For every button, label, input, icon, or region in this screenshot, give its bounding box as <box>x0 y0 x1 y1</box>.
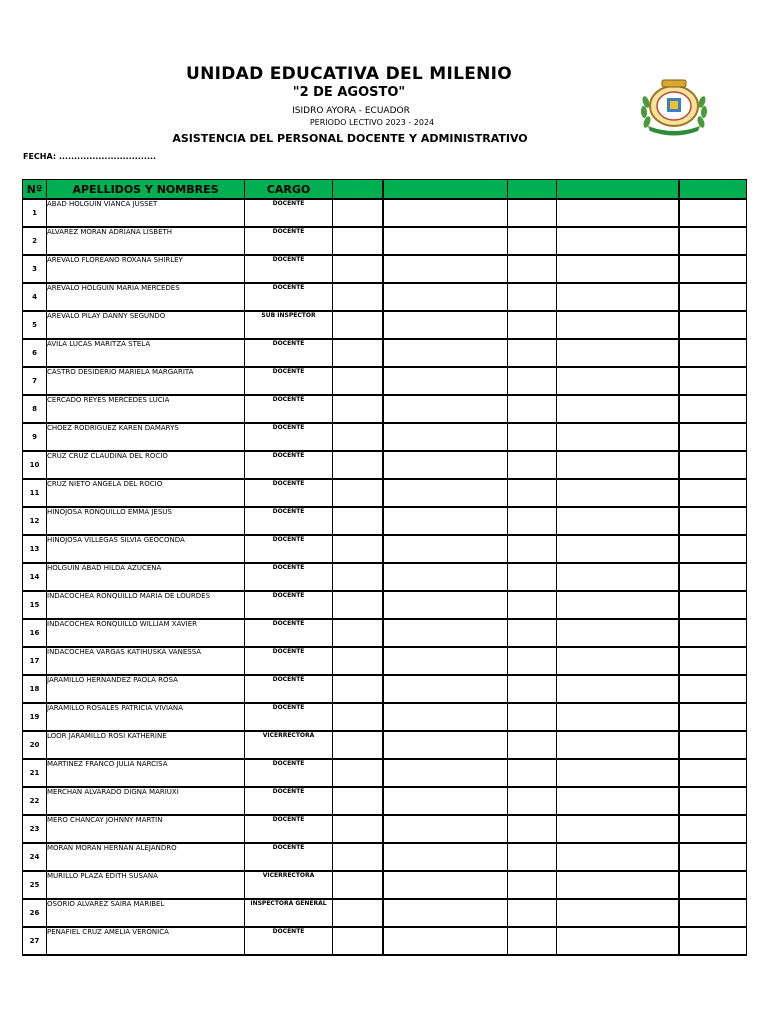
staff-name: LOOR JARAMILLO ROSI KATHERINE <box>47 731 245 759</box>
school-crest-logo <box>636 74 712 136</box>
staff-cargo: SUB INSPECTOR <box>245 311 333 339</box>
staff-name: MARTINEZ FRANCO JULIA NARCISA <box>47 759 245 787</box>
staff-name: MERO CHANCAY JOHNNY MARTIN <box>47 815 245 843</box>
attendance-cell[interactable] <box>333 227 383 255</box>
attendance-cell[interactable] <box>508 843 557 871</box>
staff-name: MERCHAN ALVARADO DIGNA MARIUXI <box>47 787 245 815</box>
attendance-cell[interactable] <box>508 199 557 227</box>
attendance-cell[interactable] <box>557 227 679 255</box>
attendance-cell[interactable] <box>679 815 747 843</box>
attendance-cell[interactable] <box>383 339 508 367</box>
row-number: 15 <box>23 591 47 619</box>
staff-cargo: DOCENTE <box>245 283 333 311</box>
staff-name: HINOJOSA VILLEGAS SILVIA GEOCONDA <box>47 535 245 563</box>
attendance-cell[interactable] <box>508 367 557 395</box>
attendance-cell[interactable] <box>679 899 747 927</box>
table-row <box>23 703 747 731</box>
staff-name: ALVAREZ MORAN ADRIANA LISBETH <box>47 227 245 255</box>
staff-name: MORAN MORAN HERNAN ALEJANDRO <box>47 843 245 871</box>
staff-name: AREVALO PILAY DANNY SEGUNDO <box>47 311 245 339</box>
attendance-cell[interactable] <box>333 871 383 899</box>
table-row <box>23 787 747 815</box>
attendance-cell[interactable] <box>557 675 679 703</box>
attendance-cell[interactable] <box>679 339 747 367</box>
attendance-cell[interactable] <box>383 479 508 507</box>
attendance-cell[interactable] <box>383 395 508 423</box>
staff-name: CRUZ NIETO ANGELA DEL ROCIO <box>47 479 245 507</box>
table-row <box>23 451 747 479</box>
attendance-cell[interactable] <box>333 619 383 647</box>
table-row <box>23 675 747 703</box>
attendance-cell[interactable] <box>333 591 383 619</box>
attendance-cell[interactable] <box>508 283 557 311</box>
attendance-cell[interactable] <box>557 619 679 647</box>
school-location: ISIDRO AYORA - ECUADOR <box>292 106 410 116</box>
table-row <box>23 563 747 591</box>
attendance-cell[interactable] <box>383 283 508 311</box>
attendance-cell[interactable] <box>557 283 679 311</box>
row-number: 22 <box>23 787 47 815</box>
row-number: 21 <box>23 759 47 787</box>
attendance-cell[interactable] <box>333 899 383 927</box>
table-row <box>23 283 747 311</box>
attendance-cell[interactable] <box>333 367 383 395</box>
attendance-cell[interactable] <box>383 675 508 703</box>
attendance-cell[interactable] <box>679 759 747 787</box>
staff-cargo: DOCENTE <box>245 759 333 787</box>
attendance-cell[interactable] <box>383 367 508 395</box>
staff-cargo: DOCENTE <box>245 675 333 703</box>
attendance-cell[interactable] <box>383 871 508 899</box>
staff-cargo: DOCENTE <box>245 927 333 955</box>
staff-name: MURILLO PLAZA EDITH SUSANA <box>47 871 245 899</box>
staff-name: ABAD HOLGUIN VIANCA JUSSET <box>47 199 245 227</box>
attendance-cell[interactable] <box>383 199 508 227</box>
attendance-cell[interactable] <box>557 871 679 899</box>
attendance-cell[interactable] <box>508 787 557 815</box>
attendance-cell[interactable] <box>557 591 679 619</box>
column-header-blank <box>557 180 679 200</box>
staff-cargo: DOCENTE <box>245 563 333 591</box>
attendance-cell[interactable] <box>557 395 679 423</box>
attendance-cell[interactable] <box>383 647 508 675</box>
table-row <box>23 423 747 451</box>
school-title: UNIDAD EDUCATIVA DEL MILENIO <box>185 64 513 84</box>
row-number: 2 <box>23 227 47 255</box>
attendance-cell[interactable] <box>508 255 557 283</box>
row-number: 16 <box>23 619 47 647</box>
attendance-cell[interactable] <box>557 647 679 675</box>
attendance-cell[interactable] <box>383 787 508 815</box>
attendance-cell[interactable] <box>508 871 557 899</box>
attendance-cell[interactable] <box>508 395 557 423</box>
table-row <box>23 759 747 787</box>
attendance-cell[interactable] <box>333 563 383 591</box>
row-number: 19 <box>23 703 47 731</box>
attendance-cell[interactable] <box>557 451 679 479</box>
attendance-cell[interactable] <box>508 731 557 759</box>
row-number: 8 <box>23 395 47 423</box>
attendance-cell[interactable] <box>383 423 508 451</box>
row-number: 13 <box>23 535 47 563</box>
column-header-blank <box>679 180 747 200</box>
attendance-cell[interactable] <box>679 311 747 339</box>
staff-name: PEÑAFIEL CRUZ AMELIA VERONICA <box>47 927 245 955</box>
table-row <box>23 479 747 507</box>
staff-name: AREVALO FLOREANO ROXANA SHIRLEY <box>47 255 245 283</box>
attendance-cell[interactable] <box>679 535 747 563</box>
attendance-cell[interactable] <box>557 787 679 815</box>
attendance-cell[interactable] <box>508 675 557 703</box>
row-number: 10 <box>23 451 47 479</box>
table-row <box>23 871 747 899</box>
row-number: 23 <box>23 815 47 843</box>
row-number: 5 <box>23 311 47 339</box>
staff-cargo: DOCENTE <box>245 395 333 423</box>
attendance-cell[interactable] <box>383 731 508 759</box>
column-header-names: APELLIDOS Y NOMBRES <box>47 180 245 200</box>
attendance-cell[interactable] <box>333 199 383 227</box>
attendance-cell[interactable] <box>333 479 383 507</box>
row-number: 4 <box>23 283 47 311</box>
attendance-cell[interactable] <box>333 395 383 423</box>
table-row <box>23 311 747 339</box>
attendance-cell[interactable] <box>557 815 679 843</box>
attendance-cell[interactable] <box>508 759 557 787</box>
staff-name: CRUZ CRUZ CLAUDINA DEL ROCIO <box>47 451 245 479</box>
staff-cargo: DOCENTE <box>245 479 333 507</box>
attendance-cell[interactable] <box>383 843 508 871</box>
attendance-cell[interactable] <box>679 563 747 591</box>
attendance-cell[interactable] <box>333 535 383 563</box>
attendance-cell[interactable] <box>557 927 679 955</box>
table-row <box>23 843 747 871</box>
row-number: 25 <box>23 871 47 899</box>
row-number: 11 <box>23 479 47 507</box>
attendance-cell[interactable] <box>333 339 383 367</box>
staff-cargo: DOCENTE <box>245 227 333 255</box>
staff-name: HOLGUÍN ABAD HILDA AZUCENA <box>47 563 245 591</box>
attendance-cell[interactable] <box>508 451 557 479</box>
staff-cargo: VICERRECTORA <box>245 731 333 759</box>
table-header-row <box>23 180 747 200</box>
attendance-cell[interactable] <box>508 591 557 619</box>
attendance-cell[interactable] <box>557 255 679 283</box>
attendance-cell[interactable] <box>333 787 383 815</box>
attendance-cell[interactable] <box>679 619 747 647</box>
attendance-cell[interactable] <box>383 255 508 283</box>
row-number: 27 <box>23 927 47 955</box>
row-number: 18 <box>23 675 47 703</box>
staff-cargo: DOCENTE <box>245 339 333 367</box>
staff-name: AVILA LUCAS MARITZA STELA <box>47 339 245 367</box>
attendance-cell[interactable] <box>679 283 747 311</box>
attendance-cell[interactable] <box>333 703 383 731</box>
attendance-cell[interactable] <box>508 227 557 255</box>
attendance-cell[interactable] <box>679 843 747 871</box>
attendance-cell[interactable] <box>333 451 383 479</box>
attendance-cell[interactable] <box>679 647 747 675</box>
attendance-cell[interactable] <box>383 591 508 619</box>
document-subject: ASISTENCIA DEL PERSONAL DOCENTE Y ADMINISTRATIVO <box>172 132 528 145</box>
staff-cargo: DOCENTE <box>245 619 333 647</box>
staff-cargo: DOCENTE <box>245 199 333 227</box>
attendance-cell[interactable] <box>679 423 747 451</box>
attendance-cell[interactable] <box>508 507 557 535</box>
attendance-cell[interactable] <box>679 591 747 619</box>
table-row <box>23 507 747 535</box>
attendance-cell[interactable] <box>383 927 508 955</box>
column-header-blank <box>333 180 383 200</box>
fecha-label: FECHA: ................................ <box>23 152 157 161</box>
attendance-cell[interactable] <box>557 759 679 787</box>
attendance-cell[interactable] <box>679 507 747 535</box>
attendance-cell[interactable] <box>557 367 679 395</box>
attendance-cell[interactable] <box>557 843 679 871</box>
attendance-cell[interactable] <box>383 535 508 563</box>
staff-cargo: DOCENTE <box>245 647 333 675</box>
attendance-cell[interactable] <box>383 311 508 339</box>
staff-cargo: DOCENTE <box>245 815 333 843</box>
staff-cargo: VICERRECTORA <box>245 871 333 899</box>
table-row <box>23 199 747 227</box>
row-number: 3 <box>23 255 47 283</box>
staff-name: CERCADO REYES MERCEDES LUCIA <box>47 395 245 423</box>
row-number: 26 <box>23 899 47 927</box>
row-number: 24 <box>23 843 47 871</box>
school-period: PERIODO LECTIVO 2023 - 2024 <box>309 118 435 127</box>
staff-cargo: DOCENTE <box>245 451 333 479</box>
attendance-table <box>22 179 747 956</box>
table-row <box>23 815 747 843</box>
staff-cargo: INSPECTORA GENERAL <box>245 899 333 927</box>
attendance-cell[interactable] <box>679 451 747 479</box>
attendance-cell[interactable] <box>333 675 383 703</box>
row-number: 14 <box>23 563 47 591</box>
staff-name: AREVALO HOLGUIN MARIA MERCEDES <box>47 283 245 311</box>
attendance-cell[interactable] <box>383 815 508 843</box>
row-number: 7 <box>23 367 47 395</box>
table-row <box>23 227 747 255</box>
attendance-cell[interactable] <box>679 395 747 423</box>
staff-cargo: DOCENTE <box>245 507 333 535</box>
attendance-cell[interactable] <box>679 675 747 703</box>
staff-cargo: DOCENTE <box>245 255 333 283</box>
staff-name: JARAMILLO HERNANDEZ PAOLA ROSA <box>47 675 245 703</box>
attendance-cell[interactable] <box>679 703 747 731</box>
attendance-cell[interactable] <box>383 451 508 479</box>
table-row <box>23 927 747 955</box>
staff-cargo: DOCENTE <box>245 591 333 619</box>
staff-name: CHOEZ RODRIGUEZ KAREN DAMARYS <box>47 423 245 451</box>
row-number: 17 <box>23 647 47 675</box>
column-header-cargo: CARGO <box>245 180 333 200</box>
staff-name: OSORIO ALVAREZ SAIRA MARIBEL <box>47 899 245 927</box>
attendance-cell[interactable] <box>557 899 679 927</box>
attendance-cell[interactable] <box>557 731 679 759</box>
attendance-cell[interactable] <box>508 423 557 451</box>
attendance-cell[interactable] <box>557 563 679 591</box>
attendance-cell[interactable] <box>679 367 747 395</box>
attendance-cell[interactable] <box>679 871 747 899</box>
row-number: 6 <box>23 339 47 367</box>
row-number: 12 <box>23 507 47 535</box>
attendance-cell[interactable] <box>557 479 679 507</box>
column-header-number: Nº <box>23 180 47 200</box>
attendance-cell[interactable] <box>557 535 679 563</box>
table-row <box>23 395 747 423</box>
attendance-cell[interactable] <box>333 423 383 451</box>
staff-cargo: DOCENTE <box>245 535 333 563</box>
attendance-cell[interactable] <box>508 927 557 955</box>
attendance-cell[interactable] <box>508 479 557 507</box>
staff-cargo: DOCENTE <box>245 703 333 731</box>
row-number: 20 <box>23 731 47 759</box>
attendance-cell[interactable] <box>333 843 383 871</box>
table-row <box>23 535 747 563</box>
attendance-cell[interactable] <box>333 815 383 843</box>
attendance-cell[interactable] <box>679 255 747 283</box>
attendance-cell[interactable] <box>557 423 679 451</box>
staff-name: INDACOCHEA RONQUILLO MARIA DE LOURDES <box>47 591 245 619</box>
attendance-cell[interactable] <box>508 899 557 927</box>
school-name: "2 DE AGOSTO" <box>292 85 406 100</box>
attendance-cell[interactable] <box>508 619 557 647</box>
attendance-cell[interactable] <box>383 703 508 731</box>
attendance-cell[interactable] <box>508 339 557 367</box>
attendance-cell[interactable] <box>679 227 747 255</box>
row-number: 9 <box>23 423 47 451</box>
attendance-cell[interactable] <box>333 255 383 283</box>
attendance-cell[interactable] <box>679 731 747 759</box>
attendance-cell[interactable] <box>679 927 747 955</box>
attendance-cell[interactable] <box>679 479 747 507</box>
attendance-cell[interactable] <box>333 927 383 955</box>
staff-cargo: DOCENTE <box>245 787 333 815</box>
table-row <box>23 339 747 367</box>
staff-name: INDACOCHEA VARGAS KATIHUSKA VANESSA <box>47 647 245 675</box>
staff-name: JARAMILLO ROSALES PATRICIA VIVIANA <box>47 703 245 731</box>
attendance-cell[interactable] <box>679 787 747 815</box>
attendance-cell[interactable] <box>508 563 557 591</box>
attendance-cell[interactable] <box>508 647 557 675</box>
column-header-blank <box>508 180 557 200</box>
attendance-cell[interactable] <box>557 311 679 339</box>
attendance-cell[interactable] <box>383 563 508 591</box>
attendance-cell[interactable] <box>557 199 679 227</box>
table-row <box>23 647 747 675</box>
attendance-cell[interactable] <box>333 507 383 535</box>
attendance-cell[interactable] <box>383 899 508 927</box>
attendance-cell[interactable] <box>508 815 557 843</box>
attendance-cell[interactable] <box>508 703 557 731</box>
table-row <box>23 591 747 619</box>
staff-name: CASTRO DESIDERIO MARIELA MARGARITA <box>47 367 245 395</box>
attendance-cell[interactable] <box>557 339 679 367</box>
table-row <box>23 367 747 395</box>
attendance-cell[interactable] <box>333 647 383 675</box>
staff-cargo: DOCENTE <box>245 367 333 395</box>
attendance-cell[interactable] <box>383 759 508 787</box>
staff-name: HINOJOSA RONQUILLO EMMA JESUS <box>47 507 245 535</box>
attendance-cell[interactable] <box>557 507 679 535</box>
table-row <box>23 255 747 283</box>
table-row <box>23 899 747 927</box>
row-number: 1 <box>23 199 47 227</box>
attendance-cell[interactable] <box>383 507 508 535</box>
staff-cargo: DOCENTE <box>245 843 333 871</box>
attendance-cell[interactable] <box>383 619 508 647</box>
table-row <box>23 619 747 647</box>
staff-cargo: DOCENTE <box>245 423 333 451</box>
attendance-cell[interactable] <box>333 731 383 759</box>
table-row <box>23 731 747 759</box>
attendance-cell[interactable] <box>383 227 508 255</box>
attendance-cell[interactable] <box>679 199 747 227</box>
attendance-cell[interactable] <box>508 535 557 563</box>
attendance-cell[interactable] <box>333 311 383 339</box>
attendance-cell[interactable] <box>333 759 383 787</box>
attendance-cell[interactable] <box>557 703 679 731</box>
column-header-blank <box>383 180 508 200</box>
staff-name: INDACOCHEA RONQUILLO WILLIAM XAVIER <box>47 619 245 647</box>
attendance-cell[interactable] <box>333 283 383 311</box>
attendance-cell[interactable] <box>508 311 557 339</box>
